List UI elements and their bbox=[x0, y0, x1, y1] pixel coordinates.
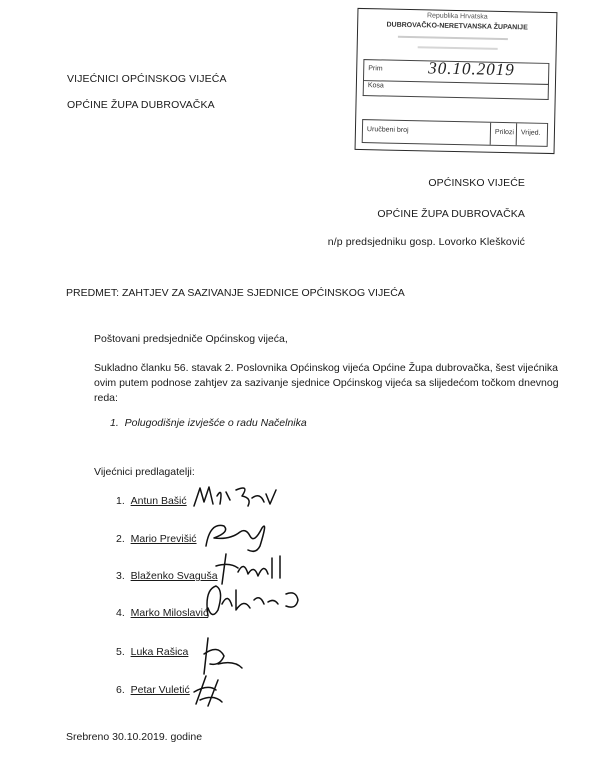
stamp-row-class bbox=[363, 79, 549, 100]
stamp-row3-label: Uručbeni broj bbox=[366, 126, 409, 135]
stamp-header-line2: DUBROVAČKO-NERETVANSKA ŽUPANIJE bbox=[386, 21, 528, 32]
recipient-line2: OPĆINE ŽUPA DUBROVAČKA bbox=[377, 208, 525, 220]
stamp-smudge bbox=[398, 36, 508, 40]
signature-1 bbox=[190, 482, 280, 512]
signatory-row bbox=[116, 533, 197, 545]
signatory-name: Luka Rašica bbox=[130, 646, 189, 658]
signature-4 bbox=[198, 580, 308, 626]
signatory-number: 1. bbox=[116, 495, 125, 507]
subject-line: PREDMET: ZAHTJEV ZA SAZIVANJE SJEDNICE OPĆINSKOG VIJEĆA bbox=[66, 287, 405, 299]
place-date-footer: Srebreno 30.10.2019. godine bbox=[66, 731, 203, 743]
body-paragraph: Sukladno članku 56. stavak 2. Poslovnika Općinskog vijeća Općine Župa dubrovačka, šest vijećnika ovim putem podnose zahtjev za sazivanje sjednice Općinskog vijeća sa slijedećom točkom dnevnog reda: bbox=[94, 362, 559, 404]
sender-line1: VIJEĆNICI OPĆINSKOG VIJEĆA bbox=[67, 73, 227, 85]
signatory-name: Antun Bašić bbox=[130, 495, 187, 507]
signatory-number: 4. bbox=[116, 607, 125, 619]
stamp-row3-label2: Prilozi bbox=[494, 128, 515, 137]
stamp-row3-label3: Vrijed. bbox=[520, 129, 541, 137]
signatories-label: Vijećnici predlagatelji: bbox=[94, 466, 195, 478]
signatory-number: 5. bbox=[116, 646, 125, 658]
signatory-name: Mario Previšić bbox=[130, 533, 197, 545]
recipient-line1: OPĆINSKO VIJEĆE bbox=[428, 177, 525, 189]
stamp-smudge bbox=[418, 46, 498, 50]
signatory-row bbox=[116, 607, 208, 619]
stamp-row1-label: Prim bbox=[368, 65, 383, 73]
recipient-line3: n/p predsjedniku gosp. Lovorko Klešković bbox=[327, 236, 525, 248]
signatory-name: Petar Vuletić bbox=[130, 684, 190, 696]
agenda-item-number: 1. bbox=[110, 417, 119, 429]
signatory-row bbox=[116, 495, 187, 507]
greeting: Poštovani predsjedniče Općinskog vijeća, bbox=[94, 333, 288, 345]
signatory-number: 6. bbox=[116, 684, 125, 696]
stamp-row2-label: Kosa bbox=[367, 82, 384, 90]
signatory-number: 3. bbox=[116, 570, 125, 582]
signatory-name: Blaženko Svaguša bbox=[130, 570, 218, 582]
registry-stamp bbox=[355, 8, 558, 154]
signatory-name: Marko Miloslavić bbox=[130, 607, 209, 619]
signatory-number: 2. bbox=[116, 533, 125, 545]
agenda-item-text: Polugodišnje izvješće o radu Načelnika bbox=[124, 417, 307, 429]
agenda-item bbox=[110, 417, 307, 429]
signatory-row bbox=[116, 684, 190, 696]
signature-6 bbox=[188, 670, 248, 710]
stamp-row-number bbox=[362, 119, 548, 147]
signatory-row bbox=[116, 646, 188, 658]
sender-line2: OPĆINE ŽUPA DUBROVAČKA bbox=[67, 99, 215, 111]
stamp-date: 30.10.2019 bbox=[428, 58, 515, 80]
stamp-header-line1: Republika Hrvatska bbox=[426, 12, 488, 21]
